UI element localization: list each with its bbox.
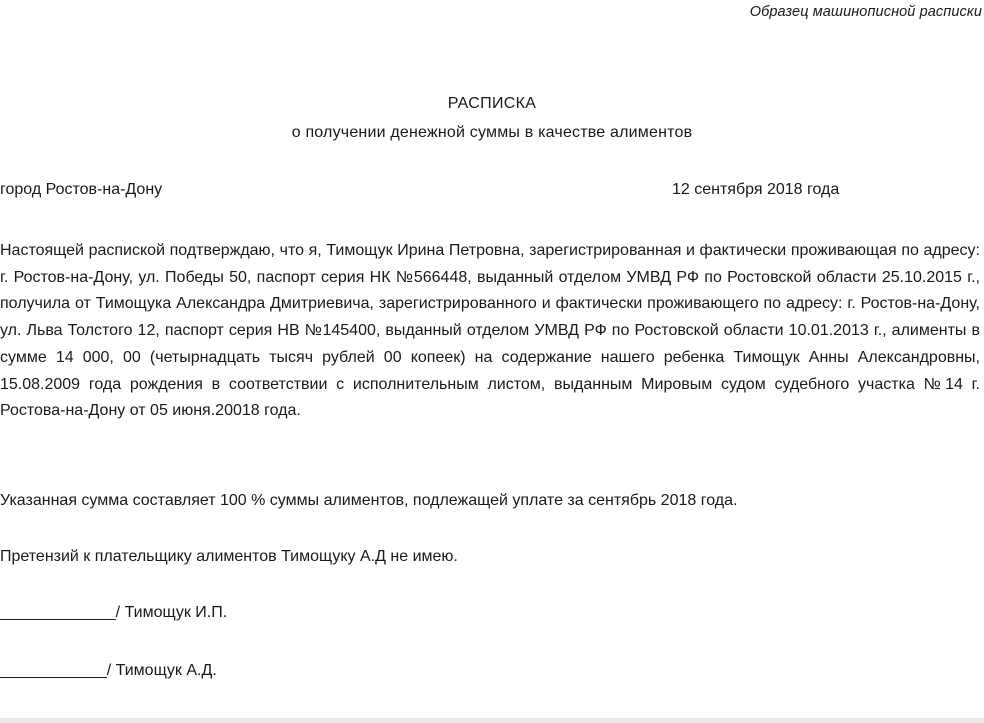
document-subtitle: о получении денежной суммы в качестве алиментов — [291, 124, 693, 141]
sample-note: Образец машинописной расписки — [749, 4, 982, 20]
main-paragraph: Настоящей распиской подтверждаю, что я, Тимощук Ирина Петровна, зарегистрированная и фактически проживающая по адресу: г. Ростов-на-Дону, ул. Победы 50, паспорт серия НК №566448, выданный отделом УМВД РФ по Ростовской области 25.10.2015 г., получила от Тимощука Александра Дмитриевича, зарегистрированного и фактически проживающего по адресу: г. Ростов-на-Дону, ул. Льва Толстого 12, паспорт серия НВ №145400, выданный отделом УМВД РФ по Ростовской области 10.01.2013 г., алименты в сумме 14 000, 00 (четырнадцать тысяч рублей 00 копеек) на содержание нашего ребенка Тимощук Анны Александровны, 15.08.2009 года рождения в соответствии с исполнительным листом, выданным Мировым судом судебного участка №14 г. Ростова-на-Дону от 05 июня.20018 года. — [0, 242, 980, 420]
document-date: 12 сентября 2018 года — [672, 181, 840, 198]
place-of-signing: город Ростов-на-Дону — [0, 181, 163, 198]
signature-line-payer: ____________/ Тимощук А.Д. — [0, 662, 217, 679]
bottom-divider — [0, 718, 984, 723]
no-claims-statement: Претензий к плательщику алиментов Тимощуку А.Д не имею. — [0, 548, 458, 565]
document-title: РАСПИСКА — [447, 95, 537, 112]
sum-statement: Указанная сумма составляет 100 % суммы алиментов, подлежащей уплате за сентябрь 2018 года. — [0, 492, 738, 509]
signature-line-recipient: _____________/ Тимощук И.П. — [0, 604, 228, 621]
